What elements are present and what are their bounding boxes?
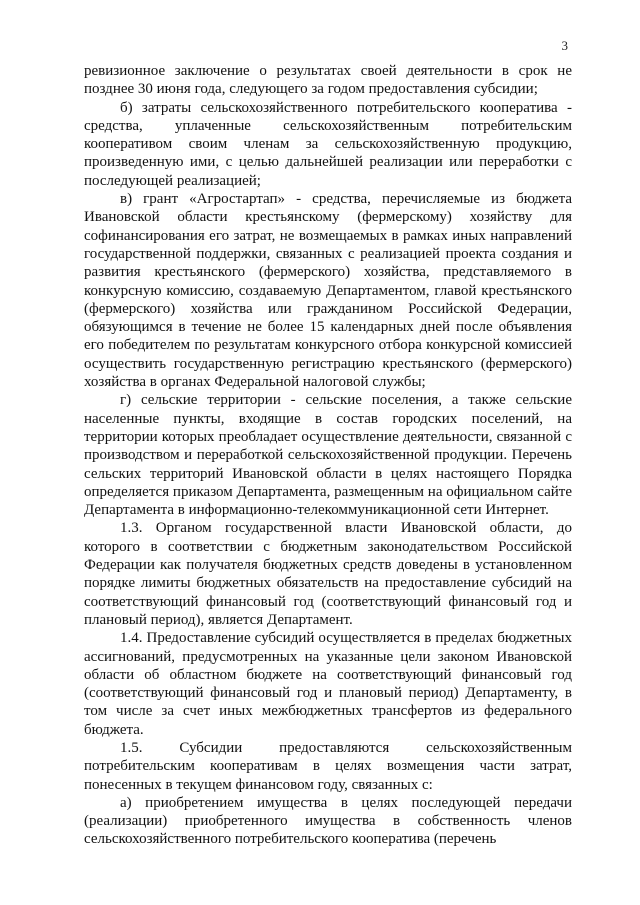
paragraph-1-5: 1.5. Субсидии предоставляются сельскохозяйственным потребительским кооперативам в целях возмещения части затрат, понесенных в текущем финансовом году, связанных с:	[84, 739, 572, 793]
paragraph-1-3: 1.3. Органом государственной власти Ивановской области, до которого в соответствии с бюджетным законодательством Российской Федерации как получателя бюджетных средств доведены в установленном порядке лимиты бюджетных обязательств на предоставление субсидий на соответствующий финансовый год (соответствующий финансовый год и плановый период), является Департамент.	[84, 520, 572, 628]
page-number: 3	[561, 38, 568, 53]
paragraph-item-a: а) приобретением имущества в целях последующей передачи (реализации) приобретенного имущества в собственность членов сельскохозяйственного потребительского кооператива (перечень	[84, 794, 572, 848]
paragraph-item-v: в) грант «Агростартап» - средства, перечисляемые из бюджета Ивановской области крестьянскому (фермерскому) хозяйству для софинансирования его затрат, не возмещаемых в рамках иных направлений государственной поддержки, связанных с реализацией проекта создания и развития крестьянского (фермерского) хозяйства, представляемого в конкурсную комиссию, создаваемую Департаментом, главой крестьянского (фермерского) хозяйства или гражданином Российской Федерации, обязующимся в течение не более 15 календарных дней после объявления его победителем по результатам конкурсного отбора конкурсной комиссией осуществить государственную регистрацию крестьянского (фермерского) хозяйства в органах Федеральной налоговой службы;	[84, 191, 572, 391]
paragraph-item-b: б) затраты сельскохозяйственного потребительского кооператива - средства, уплаченные сельскохозяйственным потребительским кооперативом своим членам за сельскохозяйственную продукцию, произведенную ими, с целью дальнейшей реализации или переработки с последующей реализацией;	[84, 99, 572, 189]
paragraph-item-g: г) сельские территории - сельские поселения, а также сельские населенные пункты, входящие в состав городских поселений, на территории которых преобладает осуществление деятельности, связанной с производством и переработкой сельскохозяйственной продукции. Перечень сельских территорий Ивановской области в целях настоящего Порядка определяется приказом Департамента, размещенным на официальном сайте Департамента в информационно-телекоммуникационной сети Интернет.	[84, 392, 572, 519]
paragraph-continuation: ревизионное заключение о результатах своей деятельности в срок не позднее 30 июня года, следующего за годом предоставления субсидии;	[84, 63, 572, 98]
paragraph-1-4: 1.4. Предоставление субсидий осуществляется в пределах бюджетных ассигнований, предусмотренных на указанные цели законом Ивановской области об областном бюджете на соответствующий финансовый год (соответствующий финансовый год и плановый период) Департаменту, в том числе за счет иных межбюджетных трансфертов из федерального бюджета.	[84, 630, 572, 738]
document-body	[84, 62, 572, 849]
